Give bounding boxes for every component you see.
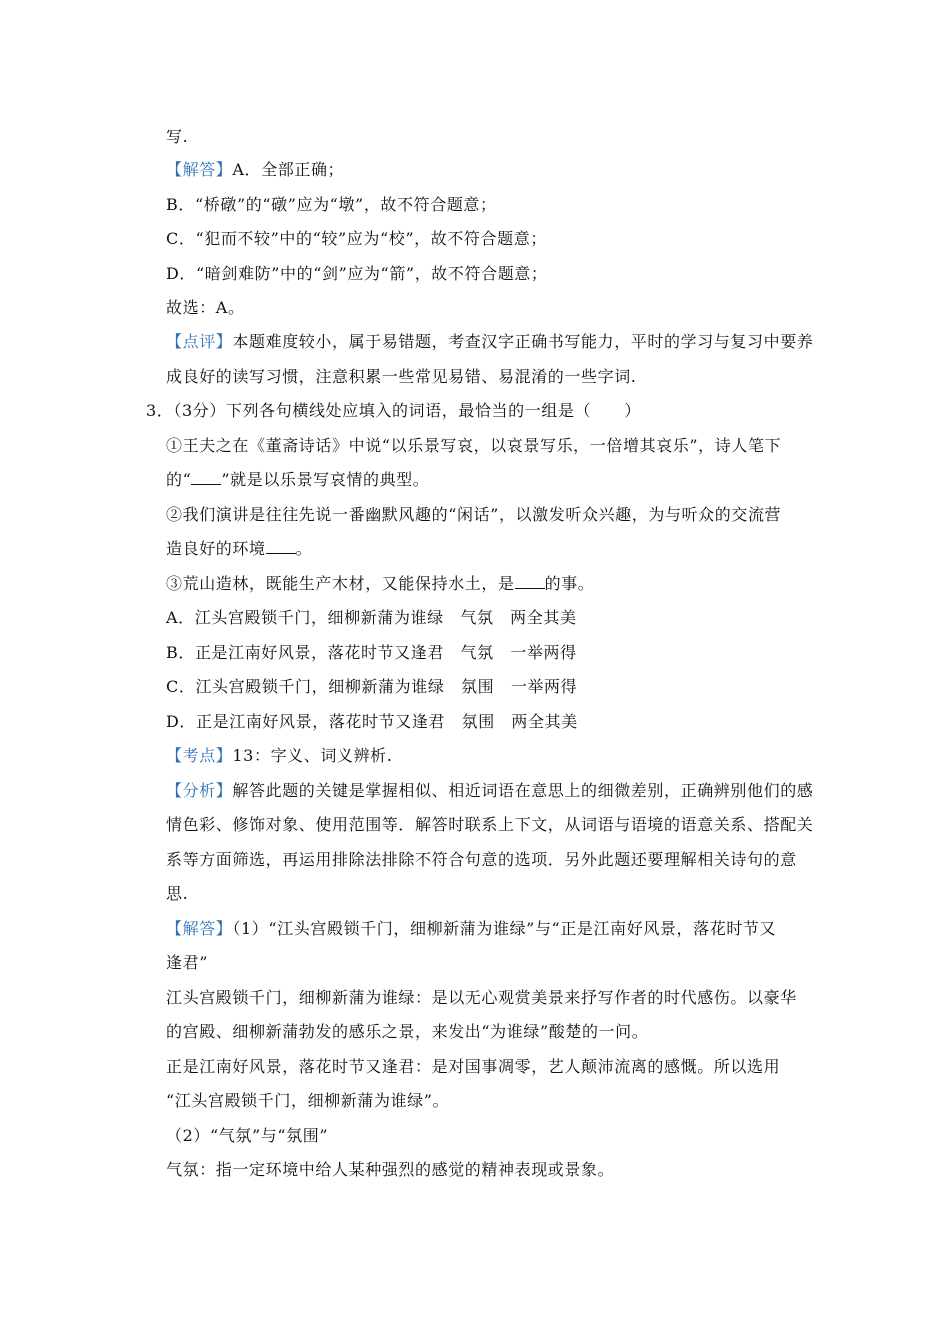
kaodian-tag: 【考点】 bbox=[166, 746, 233, 765]
line-text: ③荒山造林，既能生产木材，又能保持水土，是 bbox=[166, 574, 515, 593]
text-line: 思. bbox=[166, 884, 189, 903]
comment-tag: 【点评】 bbox=[166, 332, 233, 351]
option-a: A．江头宫殿锁千门，细柳新蒲为谁绿 气氛 两全其美 bbox=[166, 608, 577, 627]
blank-underline bbox=[191, 470, 221, 485]
text-line: 的宫殿、细柳新蒲勃发的感乐之景，来发出“为谁绿”酸楚的一问。 bbox=[166, 1022, 649, 1041]
fill-blank-line bbox=[166, 538, 312, 560]
text-line: 写. bbox=[166, 127, 189, 146]
fill-blank-line bbox=[166, 573, 594, 595]
blank-underline bbox=[266, 539, 296, 554]
comment-line bbox=[166, 331, 813, 353]
option-b: B．正是江南好风景，落花时节又逢君 气氛 一举两得 bbox=[166, 643, 577, 662]
text-line: 江头宫殿锁千门，细柳新蒲为谁绿：是以无心观赏美景来抒写作者的时代感伤。以豪华 bbox=[166, 988, 797, 1007]
text-line: 故选：A。 bbox=[166, 298, 245, 317]
blank-underline bbox=[515, 574, 545, 589]
line-text: 的事。 bbox=[544, 574, 595, 593]
text-line: C．“犯而不较”中的“较”应为“校”，故不符合题意； bbox=[166, 229, 547, 248]
analysis-line bbox=[166, 780, 813, 802]
text-line: 逢君” bbox=[166, 953, 208, 972]
text-line: D．“暗剑难防”中的“剑”应为“箭”，故不符合题意； bbox=[166, 264, 548, 283]
text-line: ②我们演讲是往往先说一番幽默风趣的“闲话”，以激发听众兴趣，为与听众的交流营 bbox=[166, 505, 782, 524]
text-line: B．“桥礅”的“礅”应为“墩”，故不符合题意； bbox=[166, 195, 497, 214]
line-text: A．全部正确； bbox=[232, 160, 345, 179]
text-line: ①王夫之在《董斋诗话》中说“以乐景写哀，以哀景写乐，一倍增其哀乐”，诗人笔下 bbox=[166, 436, 782, 455]
answer-line bbox=[166, 918, 776, 940]
line-text: 的“ bbox=[166, 470, 192, 489]
text-line: 正是江南好风景，落花时节又逢君：是对国事凋零，艺人颠沛流离的感慨。所以选用 bbox=[166, 1057, 781, 1076]
text-line: “江头宫殿锁千门，细柳新蒲为谁绿”。 bbox=[166, 1091, 450, 1110]
option-c: C．江头宫殿锁千门，细柳新蒲为谁绿 氛围 一举两得 bbox=[166, 677, 578, 696]
text-line: 系等方面筛选，再运用排除法排除不符合句意的选项．另外此题还要理解相关诗句的意 bbox=[166, 850, 797, 869]
option-d: D．正是江南好风景，落花时节又逢君 氛围 两全其美 bbox=[166, 712, 578, 731]
analysis-tag: 【分析】 bbox=[166, 781, 233, 800]
kaodian-line bbox=[166, 745, 392, 767]
text-line: 情色彩、修饰对象、使用范围等．解答时联系上下文，从词语与语境的语意关系、搭配关 bbox=[166, 815, 814, 834]
answer-tag: 【解答】 bbox=[166, 919, 233, 938]
text-line: 气氛：指一定环境中给人某种强烈的感觉的精神表现或景象。 bbox=[166, 1160, 615, 1179]
question-title: 3．（3分）下列各句横线处应填入的词语，最恰当的一组是（ ） bbox=[146, 401, 641, 420]
line-text: 造良好的环境 bbox=[166, 539, 266, 558]
text-line: 成良好的读写习惯，注意积累一些常见易错、易混淆的一些字词. bbox=[166, 367, 637, 386]
answer-tag: 【解答】 bbox=[166, 160, 233, 179]
line-text: （1）“江头宫殿锁千门，细柳新蒲为谁绿”与“正是江南好风景，落花时节又 bbox=[232, 919, 777, 938]
answer-line bbox=[166, 159, 344, 181]
line-text: 解答此题的关键是掌握相似、相近词语在意思上的细微差别，正确辨别他们的感 bbox=[232, 781, 814, 800]
line-text: 13：字义、词义辨析. bbox=[232, 746, 393, 765]
fill-blank-line bbox=[166, 469, 429, 491]
line-text: 本题难度较小，属于易错题，考查汉字正确书写能力，平时的学习与复习中要养 bbox=[232, 332, 814, 351]
text-line: （2）“气氛”与“氛围” bbox=[166, 1126, 329, 1145]
line-text: 。 bbox=[295, 539, 313, 558]
line-text: ”就是以乐景写哀情的典型。 bbox=[221, 470, 430, 489]
